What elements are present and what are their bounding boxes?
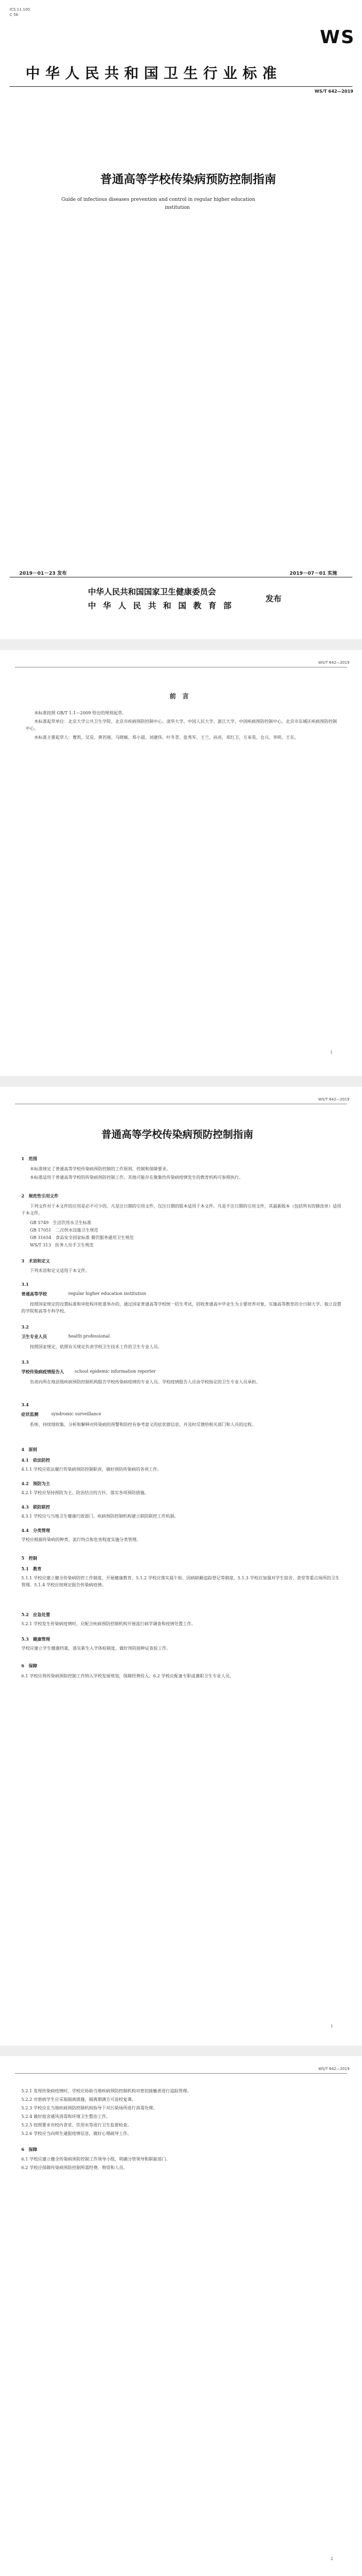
subsection-4-3-body: 4.3.1 学校应与当地卫生健康行政部门、疾病预防控制机构建立联防联控工作机制。 bbox=[21, 1514, 179, 1519]
subsection-4-2: 4.2 预防为主 bbox=[21, 1481, 50, 1486]
section-1-para-2: 本标准适用于普通高等学校的传染病预防控制工作。其他可能存在聚集性传染病疫情发生的教育机构可参照执行。 bbox=[30, 1175, 243, 1180]
subsection-4-1: 4.1 依法防控 bbox=[21, 1457, 50, 1463]
main-title: 普通高等学校传染病预防控制指南 bbox=[101, 1129, 254, 1140]
section-4-heading: 4 原则 bbox=[21, 1447, 37, 1452]
subsection-5-1-body: 5.1.1 学校应建立健全传染病防控工作制度，开展健康教育。5.1.2 学校应落实晨午检、因病缺勤追踪登记等制度。5.1.3 学校应加强对学生宿舍、食堂等重点场所的卫生管理。5.1.4 学校应按规定报告传染病疫情。 bbox=[21, 1576, 340, 1587]
section-2-para: 下列文件对于本文件的应用是必不可少的。凡是注日期的引用文件，仅注日期的版本适用于本文件。凡是不注日期的引用文件，其最新版本（包括所有的修改单）适用于本文件。 bbox=[21, 1204, 341, 1216]
clause-line: 5.2.4 做好宿舍通风消毒和环境卫生整治工作。 bbox=[21, 2114, 110, 2119]
section-6-body: 6.1 学校应将传染病预防控制工作纳入学校发展规划，保障经费投入。6.2 学校应配备专职或兼职卫生专业人员。 bbox=[21, 1674, 234, 1678]
page-gap bbox=[0, 2045, 362, 2056]
ws-logo: WS bbox=[320, 27, 355, 48]
term-3-3-definition: 负责向所在地县级疾病预防控制机构报告学校传染病疫情的专业人员。学校疫情报告人应由学校指定的卫生专业人员承担。 bbox=[30, 1380, 260, 1384]
term-3-3-number: 3.3 bbox=[21, 1359, 29, 1365]
term-3-2-english: health professional bbox=[68, 1334, 110, 1339]
term-3-2-name: 卫生专业人员 bbox=[21, 1334, 47, 1339]
cover-title-en-2: institution bbox=[165, 205, 190, 210]
org-title: 中华人民共和国卫生行业标准 bbox=[26, 66, 282, 82]
clause-line: 5.2.1 发现传染病疫情时，学校应协助当地疾病预防控制机构对密切接触者进行追踪管理。 bbox=[21, 2089, 191, 2093]
main-header-no: WS/T 642—2019 bbox=[318, 1097, 350, 1102]
preface-para-3: 本标准主要起草人：曹凯、吴昊、黄若刚、马晓颖、郑小晨、刘建伟、叶冬青、张秀军、王兰、孙亮、邓红卫、方来英、仓兴、李明、王东。 bbox=[34, 735, 299, 740]
reference-item: GB 5749 生活饮用水卫生标准 bbox=[30, 1220, 92, 1225]
subsection-4-2-body: 4.2.1 学校应坚持预防为主、防治结合的方针，落实各项预防措施。 bbox=[21, 1490, 149, 1495]
section-3-heading: 3 术语和定义 bbox=[21, 1258, 50, 1263]
preface-page bbox=[0, 650, 362, 1076]
subsection-4-1-body: 4.1.1 学校应依法履行传染病预防控制职责，做好预防传染病的各项工作。 bbox=[21, 1467, 162, 1472]
main-page bbox=[0, 1087, 362, 2045]
term-3-3-name: 学校传染病疫情报告人 bbox=[21, 1369, 64, 1374]
preface-heading: 前 言 bbox=[170, 692, 189, 700]
subsection-4-3: 4.3 联防联控 bbox=[21, 1504, 50, 1510]
term-3-1-name: 普通高等学校 bbox=[21, 1291, 47, 1297]
implementation-date: 2019－07－01 实施 bbox=[289, 571, 337, 576]
term-3-3-english: school epidemic information reporter bbox=[75, 1369, 156, 1374]
term-3-1-definition: 按照国家规定的设置标准和审批程序批准举办的，通过国家普通高等学校统一招生考试，招收普通高中毕业生为主要培养对象，实施高等教育的全日制大学、独立设置的学院和高等专科学校。 bbox=[21, 1302, 341, 1314]
subsection-5-2: 5.2 应急处置 bbox=[21, 1612, 50, 1617]
page-gap bbox=[0, 1076, 362, 1087]
continuation-page bbox=[0, 2056, 362, 2576]
preface-para-2: 本标准起草单位：北京大学公共卫生学院、北京市疾病预防控制中心、清华大学、中国人民大学、浙江大学、中国疾病预防控制中心、北京市东城区疾病预防控制中心。 bbox=[26, 719, 337, 731]
subsection-5-3: 5.3 健康管理 bbox=[21, 1636, 50, 1642]
cover-page bbox=[0, 0, 362, 639]
page3-header-no: WS/T 642—2019 bbox=[318, 2067, 350, 2071]
subsection-4-4-body: 学校应根据传染病的种类、流行特点和危害程度实施分类管理。 bbox=[21, 1537, 141, 1542]
section-6-heading: 6 保障 bbox=[21, 1663, 37, 1668]
cover-title-en-1: Guide of infectious diseases prevention and control in regular higher education bbox=[61, 197, 255, 202]
section-3-intro: 下列术语和定义适用于本文件。 bbox=[30, 1268, 90, 1273]
reference-item: GB 31654 食品安全国家标准 餐饮服务通用卫生规范 bbox=[30, 1235, 134, 1240]
subsection-5-1: 5.1 教育 bbox=[21, 1566, 42, 1571]
term-3-2-number: 3.2 bbox=[21, 1324, 29, 1330]
subsection-5-3-body: 学校应建立学生健康档案，落实新生入学体检制度，做好预防接种证查验工作。 bbox=[21, 1646, 171, 1651]
issue-word: 发布 bbox=[266, 594, 282, 604]
term-3-4-definition: 系统、持续地收集、分析和解释对传染病的预警和防控有参考意义的症状群信息，并及时反馈给相关部门和人员的过程。 bbox=[30, 1422, 256, 1427]
clause-line: 5.2.2 对患病学生应采取隔离措施，隔离期满方可返校复课。 bbox=[21, 2097, 136, 2102]
reference-item: WS/T 313 医务人员手卫生规范 bbox=[30, 1243, 94, 1248]
preface-header-no: WS/T 642—2019 bbox=[318, 661, 350, 665]
ccs-code: C 56 bbox=[10, 13, 19, 17]
page3-section-6-line: 6.2 学校应保障传染病预防控制所需经费、物资和人员。 bbox=[21, 2165, 128, 2170]
clause-line: 5.2.6 学校应当向师生通报疫情信息，做好心理疏导工作。 bbox=[21, 2131, 132, 2136]
reference-item: GB 17051 二次供水设施卫生规范 bbox=[30, 1228, 99, 1233]
cover-title-cn: 普通高等学校传染病预防控制指南 bbox=[100, 173, 277, 186]
section-1-para-1: 本标准规定了普通高等学校传染病预防控制的工作原则、控制和保障要求。 bbox=[30, 1167, 171, 1171]
section-2-heading: 2 规范性引用文件 bbox=[21, 1193, 59, 1199]
preface-para-1: 本标准按照 GB/T 1.1—2009 给出的规则起草。 bbox=[34, 711, 127, 715]
term-3-1-number: 3.1 bbox=[21, 1282, 29, 1287]
issuer-health-commission: 中华人民共和国国家卫生健康委员会 bbox=[88, 587, 216, 597]
term-3-2-definition: 按照国家规定，依照有关规定负责学校卫生技术工作的卫生专业人员。 bbox=[30, 1344, 162, 1349]
term-3-4-number: 3.4 bbox=[21, 1402, 29, 1407]
main-page-number: 1 bbox=[331, 2024, 333, 2028]
section-5-heading: 5 控制 bbox=[21, 1555, 37, 1561]
subsection-4-4: 4.4 分类管理 bbox=[21, 1528, 50, 1533]
page3-section-6-heading: 6 保障 bbox=[21, 2147, 37, 2152]
page3-page-number: 2 bbox=[331, 2557, 333, 2561]
ics-code: ICS 11.100 bbox=[10, 7, 30, 12]
std-number: WS/T 642—2019 bbox=[315, 89, 353, 94]
page3-header-rule bbox=[15, 2073, 347, 2074]
term-3-4-name: 症状监测 bbox=[21, 1412, 38, 1417]
cover-top-rule bbox=[10, 86, 352, 87]
preface-page-number: I bbox=[331, 1050, 332, 1055]
subsection-5-2-body: 5.2.1 学校发生传染病疫情时，应配合疾病预防控制机构开展流行病学调查和疫情处置工作。 bbox=[21, 1621, 196, 1626]
term-3-4-english: syndromic surveillance bbox=[51, 1412, 101, 1416]
page3-section-6-line: 6.1 学校应建立健全传染病预防控制工作领导小组，明确分管领导和职能部门。 bbox=[21, 2157, 171, 2162]
page-gap bbox=[0, 639, 362, 650]
issuer-education-ministry: 中 华 人 民 共 和 国 教 育 部 bbox=[88, 601, 234, 610]
release-date: 2019－01－23 发布 bbox=[19, 571, 67, 576]
clause-line: 5.2.3 学校应在当地疾病预防控制机构指导下对污染场所进行消毒处理。 bbox=[21, 2106, 157, 2110]
clause-line: 5.2.5 按照要求对校内食堂、饮用水等进行卫生监督检查。 bbox=[21, 2123, 132, 2127]
term-3-1-english: regular higher education institution bbox=[68, 1291, 146, 1296]
section-1-heading: 1 范围 bbox=[21, 1156, 37, 1161]
